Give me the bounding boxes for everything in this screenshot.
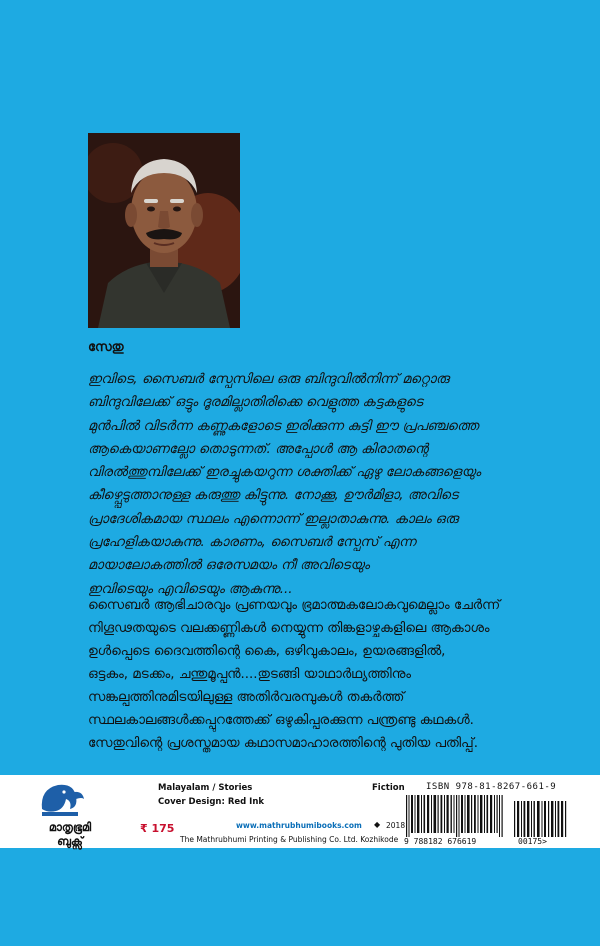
blurb-description: സൈബർ ആഭിചാരവും പ്രണയവും ഭ്രമാത്മകലോകവുമെല്ലാം ചേർന്ന് നിഗൂഢതയുടെ വലക്കണ്ണികൾ നെയ്യുന്ന തിങ്കളാഴ്ചകളിലെ ആകാശം ഉൾപ്പെടെ ദൈവത്തിന്റെ കൈ, ഒഴിവുകാലം, ഉയരങ്ങളിൽ, ഒട്ടകം, മടക്കം, ചന്തുമൂപ്പൻ....തുടങ്ങി യാഥാർഥ്യത്തിനും സങ്കല്പത്തിനുമിടയിലുള്ള അതിർവരമ്പുകൾ തകർത്ത് സ്ഥലകാലങ്ങൾക്കപ്പുറത്തേക്ക് ഒഴുകിപ്പരക്കുന്ന പന്ത്രണ്ടു കഥകൾ. സേതുവിന്റെ പ്രശസ്തമായ കഥാസമാഹാരത്തിന്റെ പുതിയ പതിപ്പ്. <box>88 598 501 751</box>
isbn-label: ISBN 978-81-8267-661-9 <box>426 782 557 792</box>
barcode-digits: 9 788182 676619 <box>404 837 477 846</box>
elephant-icon <box>12 779 102 819</box>
author-photo <box>88 133 240 328</box>
publisher-name: The Mathrubhumi Printing & Publishing Co. Ltd. Kozhikode <box>180 835 399 844</box>
diamond-separator-icon: ◆ <box>374 820 381 829</box>
footer-panel <box>0 775 600 848</box>
website-link[interactable]: www.mathrubhumibooks.com <box>236 821 362 830</box>
category-label: Fiction <box>372 783 405 793</box>
publisher-logo-text: മാതൃഭൂമി ബുക്സ് <box>48 820 92 848</box>
price-label: ₹ 175 <box>140 822 175 835</box>
barcode <box>404 795 568 837</box>
author-caption: സേതു <box>88 340 124 355</box>
publisher-logo <box>12 779 102 847</box>
barcode-addon: 00175> <box>518 837 547 846</box>
genre-label: Malayalam / Stories <box>158 783 253 793</box>
year-label: 2018 <box>386 821 406 830</box>
cover-design-label: Cover Design: Red Ink <box>158 797 265 807</box>
blurb-excerpt: ഇവിടെ, സൈബർ സ്പേസിലെ ഒരു ബിന്ദുവിൽനിന്ന് മറ്റൊരു ബിന്ദുവിലേക്ക് ഒട്ടും ദൂരമില്ലാതിരിക്കെ വെളുത്ത കട്ടകളുടെ മുൻപിൽ വിടർന്ന കണ്ണുകളോടെ ഇരിക്കുന്ന കുട്ടി ഈ പ്രപഞ്ചത്തെ ആകെയാണല്ലോ തൊടുന്നത്. അപ്പോൾ ആ കിരാതന്റെ വിരൽത്തുമ്പിലേക്ക് ഇരച്ചുകയറുന്ന ശക്തിക്ക് ഏഴു ലോകങ്ങളെയും കീഴ്പ്പെടുത്താനുള്ള കരുത്തു കിട്ടുന്നു. നോക്കൂ, ഊർമിളാ, അവിടെ പ്രാദേശികമായ സ്ഥലം എന്നൊന്ന് ഇല്ലാതാകുന്നു. കാലം ഒരു പ്രഹേളികയാകുന്നു. കാരണം, സൈബർ സ്പേസ് എന്ന മായാലോകത്തിൽ ഒരേസമയം നീ അവിടെയും ഇവിടെയും എവിടെയും ആകുന്നു... <box>88 372 481 597</box>
